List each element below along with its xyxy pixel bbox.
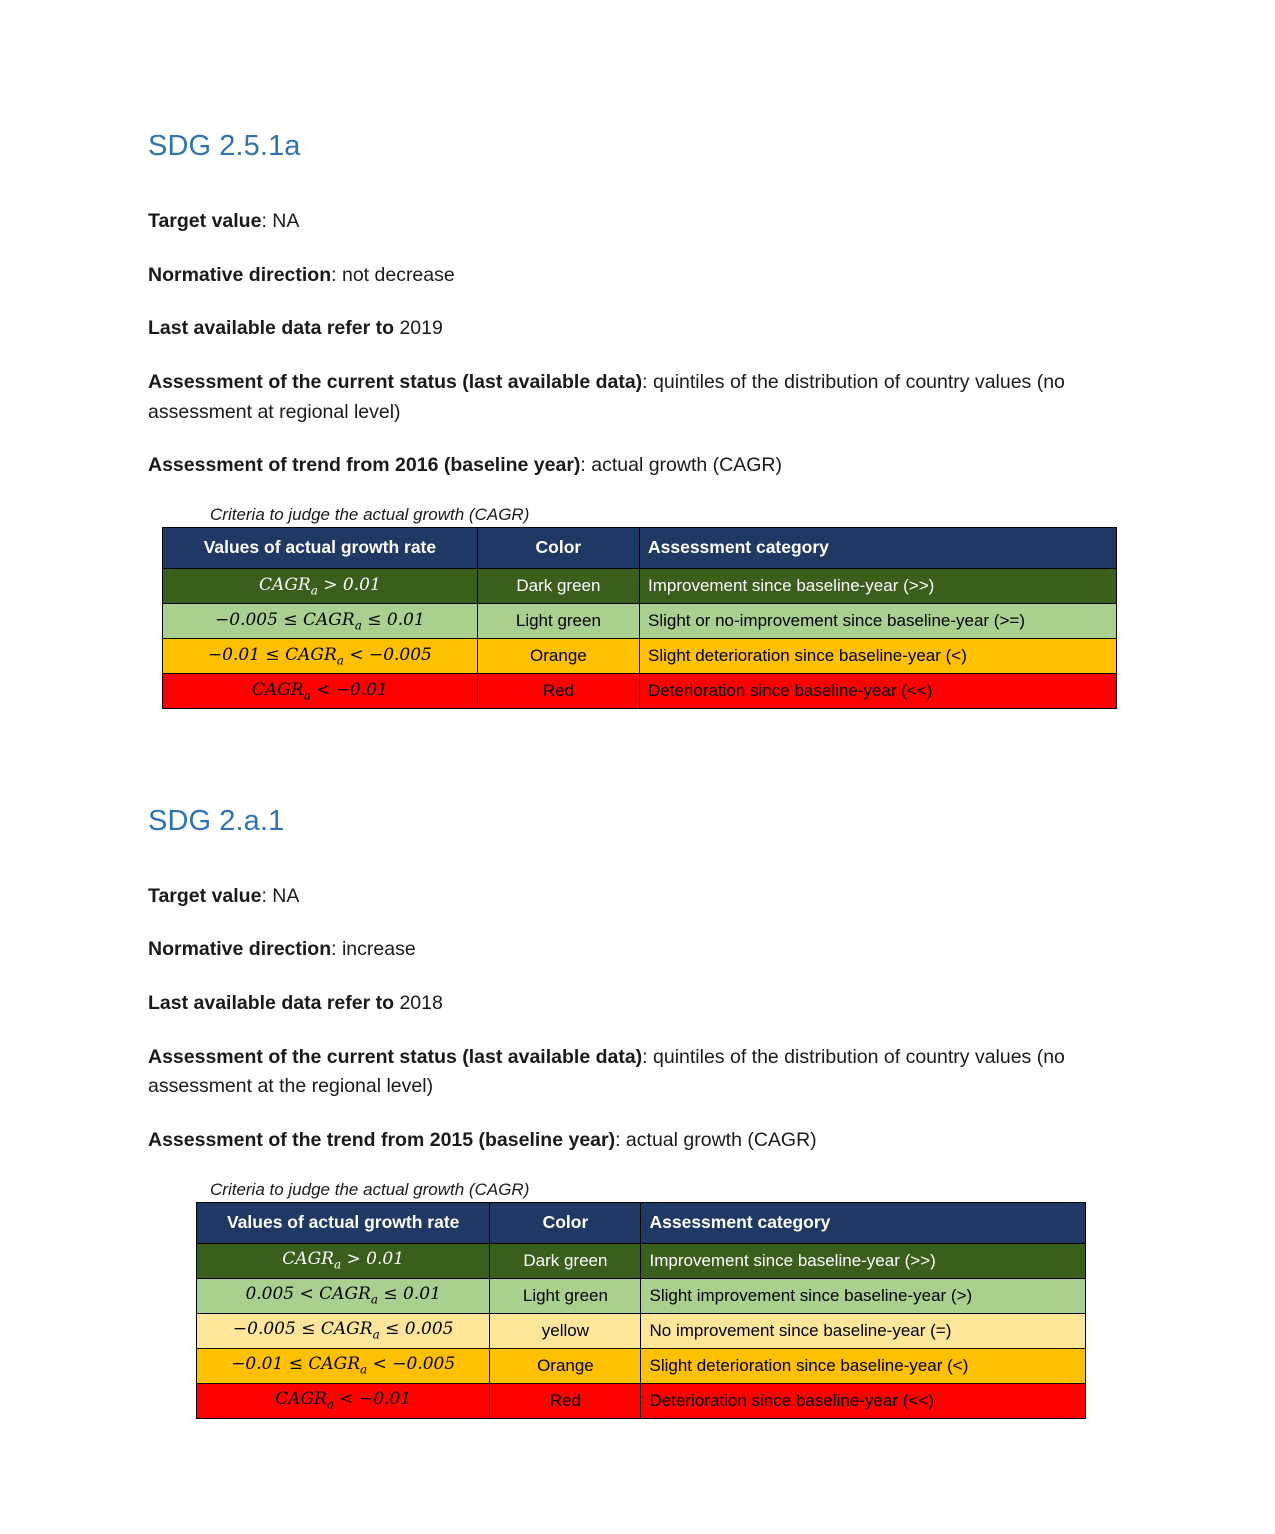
field-value: : NA [261,210,300,232]
field-target-value [148,882,1125,912]
criteria-table [196,1202,1086,1419]
column-header-color: Color [477,527,639,568]
table-header-row [163,527,1117,568]
field-normative-direction [148,935,1125,965]
cell-growth-rate-formula: $-0.005 \le CAGR_a \le 0.01$ [163,603,478,638]
field-label: Target value [148,884,262,907]
table-row [163,568,1117,603]
table-body [197,1243,1086,1418]
field-label: Normative direction [148,938,332,961]
field-label: Target value [148,210,262,232]
field-label: Assessment of the trend from 2015 (baseline year) [148,1128,616,1151]
column-header-values: Values of actual growth rate [197,1202,490,1243]
table-row [163,638,1117,673]
field-label: Last available data refer to [148,992,395,1014]
cell-growth-rate-formula: $CAGR_a > 0.01$ [197,1243,490,1278]
cell-assessment-category: Slight deterioration since baseline-year (<) [639,638,1116,673]
table-row [163,673,1117,708]
cell-assessment-category: No improvement since baseline-year (=) [641,1313,1086,1348]
field-value: : actual growth (CAGR) [580,454,782,477]
cell-assessment-category: Slight deterioration since baseline-year (<) [641,1348,1086,1383]
criteria-table [162,527,1117,709]
field-last-available-data [148,314,1125,344]
cell-color-name: Light green [490,1278,641,1313]
cell-assessment-category: Slight or no-improvement since baseline-year (>=) [639,603,1116,638]
cell-color-name: Light green [477,603,639,638]
field-target-value [148,207,1125,237]
cell-growth-rate-formula: $CAGR_a < -0.01$ [163,673,478,708]
field-value: 2018 [394,992,443,1014]
field-label: Normative direction [148,263,332,286]
cell-assessment-category: Slight improvement since baseline-year (>) [641,1278,1086,1313]
field-label: Assessment of trend from 2016 (baseline year) [148,454,581,477]
cell-growth-rate-formula: $-0.005 \le CAGR_a \le 0.005$ [197,1313,490,1348]
cell-growth-rate-formula: $-0.01 \le CAGR_a < -0.005$ [163,638,478,673]
field-value: : NA [261,884,300,907]
field-last-available-data [148,989,1125,1019]
table-caption: Criteria to judge the actual growth (CAGR) [210,504,530,524]
field-assessment-current-status [148,1043,1125,1102]
section-sdg-2a1 [148,805,1125,1419]
field-value: : quintiles of the distribution of country values (no assessment at the regional level) [148,1045,1065,1098]
field-assessment-current-status [148,368,1125,427]
cell-growth-rate-formula: $CAGR_a < -0.01$ [197,1383,490,1418]
cell-color-name: Orange [490,1348,641,1383]
table-row [197,1243,1086,1278]
cell-color-name: Red [477,673,639,708]
table-body [163,568,1117,708]
cell-growth-rate-formula: $0.005 < CAGR_a \le 0.01$ [197,1278,490,1313]
table-row [197,1383,1086,1418]
cell-growth-rate-formula: $CAGR_a > 0.01$ [163,568,478,603]
field-label: Last available data refer to [148,317,395,340]
table-row [163,603,1117,638]
table-row [197,1348,1086,1383]
field-label: Assessment of the current status (last available data) [148,1045,643,1068]
column-header-category: Assessment category [639,527,1116,568]
column-header-values: Values of actual growth rate [163,527,478,568]
table-caption: Criteria to judge the actual growth (CAGR) [210,1179,530,1199]
page-title: SDG 2.a.1 [148,804,285,837]
field-assessment-trend [148,1126,1125,1156]
table-header-row [197,1202,1086,1243]
field-value: 2019 [394,317,443,340]
field-value: : quintiles of the distribution of country values (no assessment at regional level) [148,370,1065,423]
field-label: Assessment of the current status (last available data) [148,370,643,393]
field-assessment-trend [148,451,1125,481]
table-row [197,1313,1086,1348]
cell-assessment-category: Improvement since baseline-year (>>) [639,568,1116,603]
section-sdg-251a [148,130,1125,709]
field-value: : increase [331,938,416,961]
page-title: SDG 2.5.1a [148,130,301,162]
cell-color-name: yellow [490,1313,641,1348]
column-header-category: Assessment category [641,1202,1086,1243]
field-value: : not decrease [331,263,455,286]
cell-assessment-category: Improvement since baseline-year (>>) [641,1243,1086,1278]
cell-color-name: Orange [477,638,639,673]
cell-growth-rate-formula: $-0.01 \le CAGR_a < -0.005$ [197,1348,490,1383]
table-row [197,1278,1086,1313]
cell-assessment-category: Deterioration since baseline-year (<<) [641,1383,1086,1418]
cell-assessment-category: Deterioration since baseline-year (<<) [639,673,1116,708]
cell-color-name: Red [490,1383,641,1418]
cell-color-name: Dark green [477,568,639,603]
cell-color-name: Dark green [490,1243,641,1278]
field-value: : actual growth (CAGR) [615,1128,817,1151]
column-header-color: Color [490,1202,641,1243]
field-normative-direction [148,261,1125,291]
